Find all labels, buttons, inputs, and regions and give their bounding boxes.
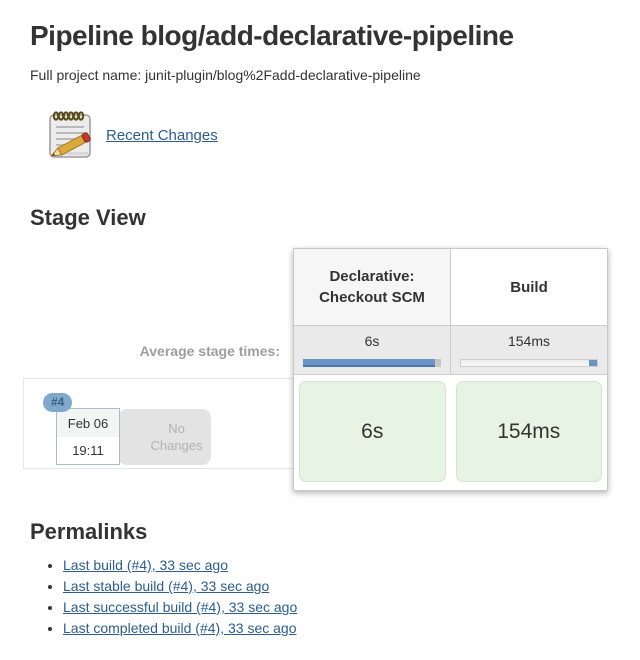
notepad-pencil-icon [44,109,96,161]
no-changes-label: No Changes [118,409,211,465]
average-time-bar [303,359,441,367]
stage-header-declarative-checkout-scm: Declarative: Checkout SCM [294,249,451,325]
average-stage-times-row [294,326,607,375]
build-date: Feb 06 [57,409,119,437]
list-item [63,621,610,635]
list-item [63,579,610,593]
stage-view-widget [23,248,609,492]
build-time: 19:11 [57,437,119,464]
full-project-name: Full project name: junit-plugin/blog%2Fadd-declarative-pipeline [30,67,421,83]
average-time-cell-checkout [294,326,451,374]
page-title: Pipeline blog/add-declarative-pipeline [30,20,514,51]
build-stage-row [294,375,607,490]
build-date-box[interactable] [56,408,120,465]
list-item [63,558,610,572]
permalinks-heading: Permalinks [30,519,148,544]
recent-changes-link[interactable]: Recent Changes [106,126,218,144]
permalink-last-successful-build[interactable]: Last successful build (#4), 33 sec ago [63,599,298,615]
recent-changes-row [44,109,610,161]
permalink-last-stable-build[interactable]: Last stable build (#4), 33 sec ago [63,578,270,594]
average-stage-times-label: Average stage times: [139,343,280,359]
list-item [63,600,610,614]
stage-cell-build[interactable]: 154ms [456,381,603,482]
stage-header-row [294,249,607,326]
average-time-bar [460,359,598,367]
permalink-last-completed-build[interactable]: Last completed build (#4), 33 sec ago [63,620,297,636]
average-time-cell-build [451,326,607,374]
average-time-value: 154ms [507,333,551,349]
average-time-value: 6s [364,333,380,349]
permalinks-list [63,558,610,635]
stage-cell-checkout-scm[interactable]: 6s [299,381,446,482]
pipeline-page [0,20,640,635]
permalink-last-build[interactable]: Last build (#4), 33 sec ago [63,557,228,573]
stage-columns-panel [293,248,608,491]
build-number-badge[interactable]: #4 [43,393,72,412]
stage-view-heading: Stage View [30,205,146,230]
stage-header-build: Build [451,249,607,325]
